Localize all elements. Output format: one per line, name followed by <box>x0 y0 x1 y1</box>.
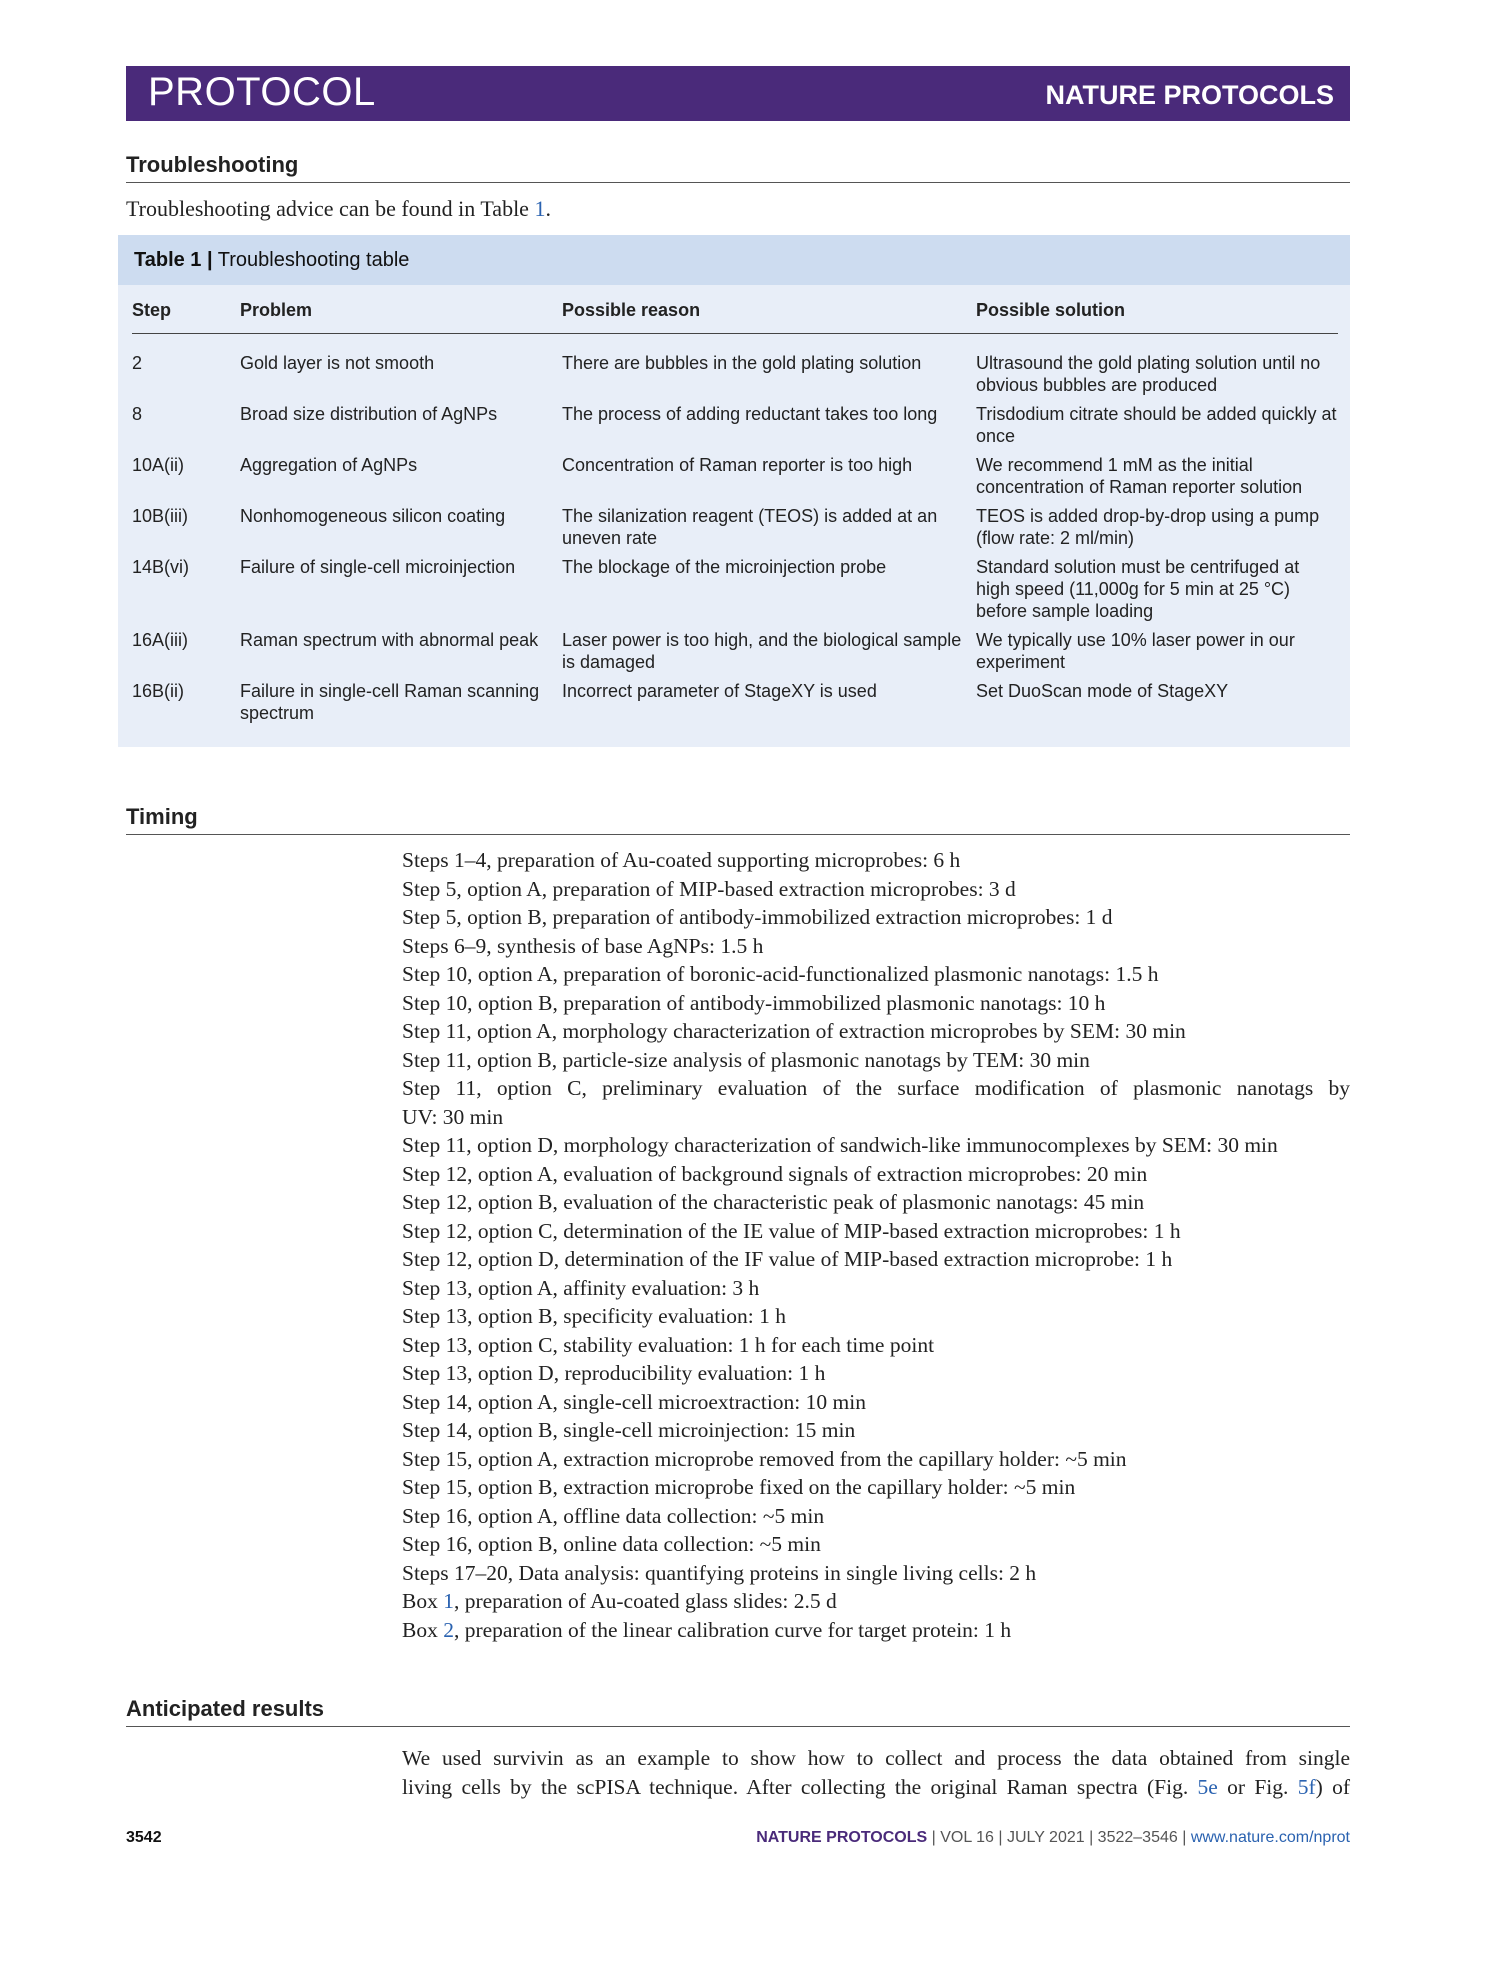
cell-problem: Nonhomogeneous silicon coating <box>240 506 506 526</box>
cell-step: 16B(ii) <box>132 681 185 701</box>
timing-line: Step 15, option B, extraction microprobe fixed on the capillary holder: ~5 min <box>402 1475 1076 1499</box>
timing-line: Step 13, option D, reproducibility evaluation: 1 h <box>402 1361 826 1385</box>
footer-journal: NATURE PROTOCOLS <box>756 1829 928 1846</box>
timing-list <box>402 846 1350 1644</box>
cell-reason: Concentration of Raman reporter is too high <box>562 455 913 475</box>
timing-line: Step 11, option D, morphology characterization of sandwich-like immunocomplexes by SEM: 30 min <box>402 1133 1278 1157</box>
timing-line: Step 11, option B, particle-size analysis of plasmonic nanotags by TEM: 30 min <box>402 1047 1090 1072</box>
cell-solution: Set DuoScan mode of StageXY <box>976 681 1229 701</box>
timing-line-box2 <box>402 1616 1350 1645</box>
footer-volume: | VOL 16 | JULY 2021 | 3522–3546 | <box>927 1829 1191 1846</box>
cell-problem: Aggregation of AgNPs <box>240 455 418 475</box>
timing-line: Step 10, option A, preparation of boronic-acid-functionalized plasmonic nanotags: 1.5 h <box>402 962 1159 986</box>
timing-line: Step 12, option B, evaluation of the characteristic peak of plasmonic nanotags: 45 min <box>402 1190 1145 1214</box>
header-banner <box>126 66 1350 121</box>
cell-problem: Failure of single-cell microinjection <box>240 557 516 577</box>
timing-line: Step 13, option A, affinity evaluation: 3 h <box>402 1275 760 1300</box>
table-row <box>132 680 1338 731</box>
timing-heading: Timing <box>126 804 1350 835</box>
box1-text: , preparation of Au-coated glass slides: 2.5 d <box>453 1589 837 1613</box>
timing-line: Step 12, option D, determination of the IF value of MIP-based extraction microprobe: 1 h <box>402 1247 1173 1271</box>
paragraph-text: or Fig. <box>1217 1775 1298 1799</box>
box1-prefix: Box <box>402 1589 444 1613</box>
column-header-problem: Problem <box>240 287 562 334</box>
cell-problem: Raman spectrum with abnormal peak <box>240 630 539 650</box>
table-caption <box>118 235 1350 285</box>
table-header-row <box>132 287 1338 334</box>
cell-solution: We recommend 1 mM as the initial concentration of Raman reporter solution <box>976 455 1303 497</box>
timing-line: Step 5, option B, preparation of antibody-immobilized extraction microprobes: 1 d <box>402 905 1113 929</box>
timing-line: Step 13, option C, stability evaluation: 1 h for each time point <box>402 1332 935 1357</box>
fig-5e-link[interactable]: 5e <box>1197 1775 1218 1799</box>
cell-solution: Standard solution must be centrifuged at high speed (11,000g for 5 min at 25 °C) before sample loading <box>976 557 1300 621</box>
cell-step: 10A(ii) <box>132 455 185 475</box>
timing-line: Steps 1–4, preparation of Au-coated supporting microprobes: 6 h <box>402 848 961 872</box>
timing-line: Step 13, option B, specificity evaluation: 1 h <box>402 1304 786 1328</box>
cell-problem: Failure in single-cell Raman scanning spectrum <box>240 681 540 723</box>
timing-line: Steps 17–20, Data analysis: quantifying proteins in single living cells: 2 h <box>402 1560 1037 1585</box>
timing-line: UV: 30 min <box>402 1104 504 1129</box>
footer-citation <box>756 1829 1350 1847</box>
cell-problem: Gold layer is not smooth <box>240 353 435 373</box>
timing-line: Step 11, option A, morphology characterization of extraction microprobes by SEM: 30 min <box>402 1019 1186 1043</box>
intro-text: Troubleshooting advice can be found in Table <box>126 196 535 221</box>
cell-reason: There are bubbles in the gold plating solution <box>562 353 922 373</box>
troubleshooting-table <box>118 235 1350 747</box>
column-header-step: Step <box>132 287 240 334</box>
paragraph-line <box>402 1773 1350 1802</box>
timing-line: Step 10, option B, preparation of antibody-immobilized plasmonic nanotags: 10 h <box>402 990 1106 1015</box>
timing-line: Step 16, option A, offline data collection: ~5 min <box>402 1503 825 1528</box>
table-row <box>132 334 1338 404</box>
table-row <box>132 454 1338 505</box>
cell-solution: Ultrasound the gold plating solution until no obvious bubbles are produced <box>976 353 1321 395</box>
cell-step: 10B(iii) <box>132 506 189 526</box>
cell-reason: The blockage of the microinjection probe <box>562 557 887 577</box>
paragraph-line: We used survivin as an example to show how to collect and process the data obtained from single <box>402 1746 1350 1770</box>
anticipated-results-heading: Anticipated results <box>126 1696 1350 1727</box>
box-2-link[interactable]: 2 <box>443 1617 454 1642</box>
footer-url-link[interactable]: www.nature.com/nprot <box>1190 1829 1350 1846</box>
cell-step: 2 <box>132 353 143 373</box>
cell-step: 16A(iii) <box>132 630 189 650</box>
timing-line: Step 14, option A, single-cell microextraction: 10 min <box>402 1389 866 1414</box>
timing-line: Step 16, option B, online data collection: ~5 min <box>402 1532 821 1556</box>
timing-line: Step 14, option B, single-cell microinjection: 15 min <box>402 1418 856 1442</box>
table-title: Troubleshooting table <box>217 249 410 271</box>
timing-line: Step 5, option A, preparation of MIP-based extraction microprobes: 3 d <box>402 876 1016 901</box>
timing-line-box1 <box>402 1587 1350 1616</box>
table-label: Table 1 | <box>134 249 213 271</box>
fig-5f-link[interactable]: 5f <box>1297 1775 1316 1799</box>
intro-period: . <box>545 196 551 221</box>
column-header-reason: Possible reason <box>562 287 976 334</box>
timing-line: Step 11, option C, preliminary evaluation of the surface modification of plasmonic nanotags by <box>402 1076 1350 1100</box>
cell-solution: We typically use 10% laser power in our experiment <box>976 630 1295 672</box>
table-row <box>132 629 1338 680</box>
cell-reason: Incorrect parameter of StageXY is used <box>562 681 877 701</box>
timing-line: Step 12, option A, evaluation of background signals of extraction microprobes: 20 min <box>402 1161 1148 1186</box>
cell-problem: Broad size distribution of AgNPs <box>240 404 498 424</box>
timing-line: Step 15, option A, extraction microprobe removed from the capillary holder: ~5 min <box>402 1446 1127 1471</box>
cell-reason: The silanization reagent (TEOS) is added at an uneven rate <box>562 506 938 548</box>
troubleshooting-intro <box>126 196 551 222</box>
box2-prefix: Box <box>402 1617 444 1642</box>
table-row <box>132 556 1338 629</box>
anticipated-results-paragraph <box>402 1744 1350 1802</box>
paragraph-text: living cells by the scPISA technique. After collecting the original Raman spectra (Fig. <box>402 1775 1198 1799</box>
page-number: 3542 <box>126 1829 162 1846</box>
column-header-solution: Possible solution <box>976 287 1338 334</box>
table-grid <box>132 287 1338 731</box>
paragraph-text: ) of <box>1315 1775 1350 1799</box>
journal-name: NATURE PROTOCOLS <box>1045 80 1334 110</box>
cell-reason: The process of adding reductant takes too long <box>562 404 938 424</box>
table-1-link[interactable]: 1 <box>534 196 546 221</box>
cell-solution: TEOS is added drop-by-drop using a pump (flow rate: 2 ml/min) <box>976 506 1320 548</box>
table-row <box>132 505 1338 556</box>
table-row <box>132 403 1338 454</box>
section-label: PROTOCOL <box>148 70 376 114</box>
cell-step: 14B(vi) <box>132 557 190 577</box>
timing-line: Steps 6–9, synthesis of base AgNPs: 1.5 h <box>402 933 764 958</box>
timing-line: Step 12, option C, determination of the IE value of MIP-based extraction microprobes: 1 h <box>402 1218 1181 1243</box>
box-1-link[interactable]: 1 <box>443 1589 454 1613</box>
cell-reason: Laser power is too high, and the biological sample is damaged <box>562 630 962 672</box>
box2-text: , preparation of the linear calibration curve for target protein: 1 h <box>453 1617 1012 1642</box>
troubleshooting-heading: Troubleshooting <box>126 152 1350 183</box>
cell-step: 8 <box>132 404 143 424</box>
cell-solution: Trisdodium citrate should be added quickly at once <box>976 404 1337 446</box>
